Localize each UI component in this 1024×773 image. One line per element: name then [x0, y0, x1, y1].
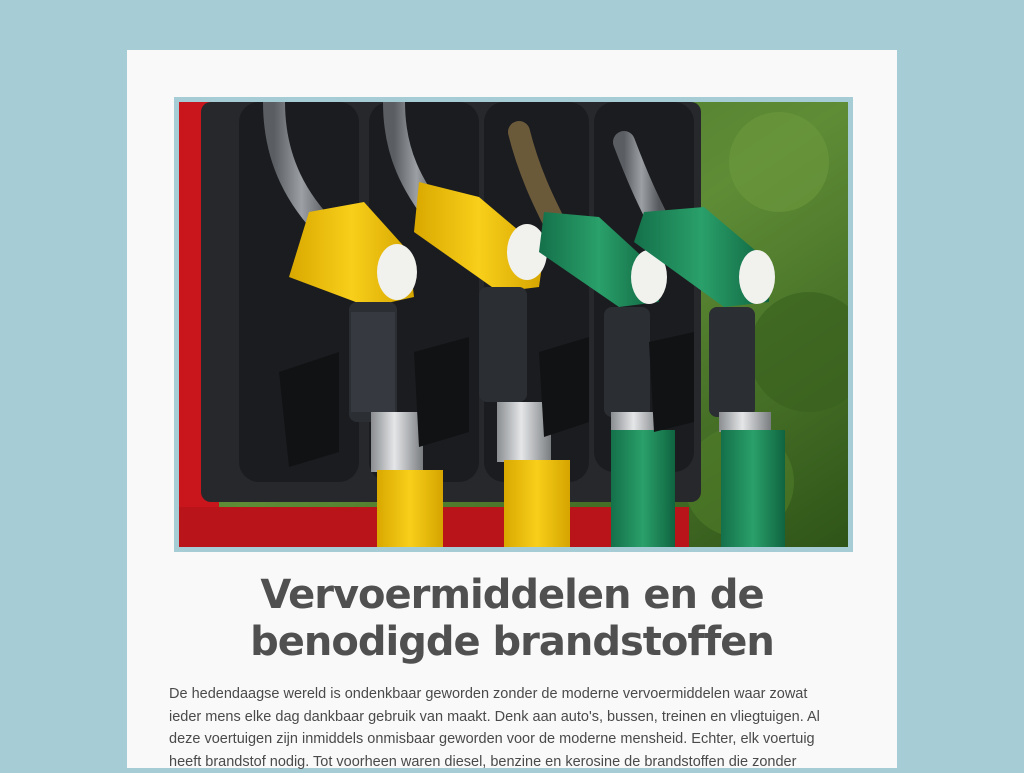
article-card — [127, 50, 897, 768]
article-title: Vervoermiddelen en de benodigde brandstoffen — [250, 572, 774, 665]
article-body-text: De hedendaagse wereld is ondenkbaar geworden zonder de moderne vervoermiddelen waar zowat ieder mens elke dag dankbaar gebruik van maakt. Denk aan auto's, bussen, treinen en vliegtuigen. Al deze voertuigen zijn inmiddels onmisbaar geworden voor de moderne mensheid. Echter, elk voertuig heeft brandstof nodig. Tot voorheen waren diesel, benzine en kerosine de brandstoffen die zonder — [169, 686, 820, 770]
hero-image — [174, 97, 853, 552]
fuel-nozzles-photo — [179, 102, 848, 547]
